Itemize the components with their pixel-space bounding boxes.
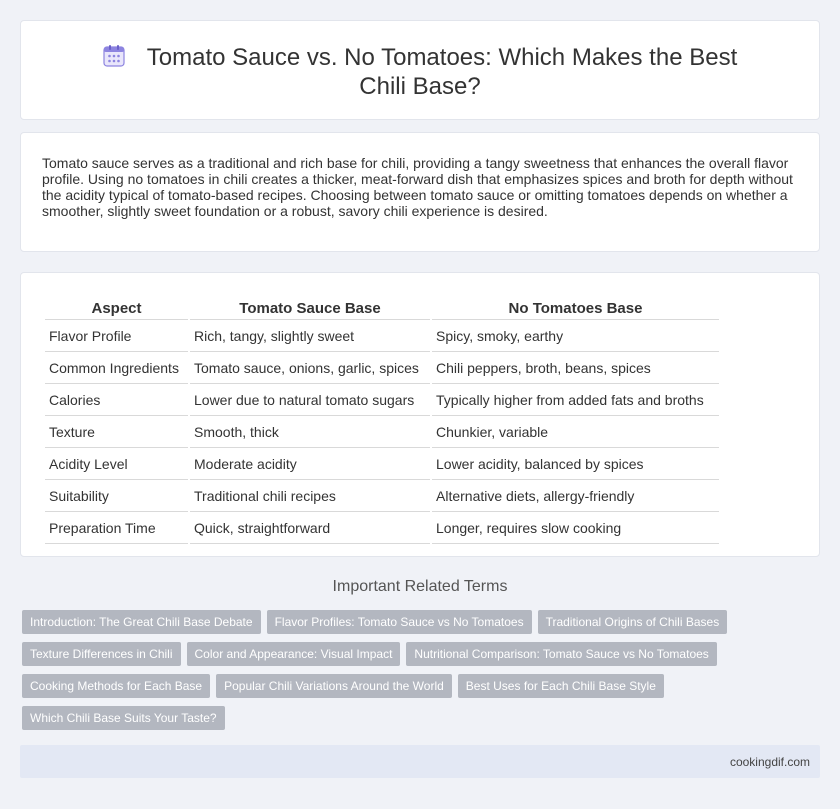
table-row	[45, 386, 719, 416]
table-row	[45, 322, 719, 352]
calendar-icon	[103, 44, 125, 68]
table-cell: Flavor Profile	[45, 322, 188, 352]
table-cell: Rich, tangy, slightly sweet	[190, 322, 430, 352]
related-term-tag[interactable]: Popular Chili Variations Around the World	[216, 674, 452, 698]
table-cell: Lower acidity, balanced by spices	[432, 450, 719, 480]
table-cell: Acidity Level	[45, 450, 188, 480]
comparison-table	[43, 295, 721, 546]
tag-row	[22, 674, 822, 698]
table-cell: Suitability	[45, 482, 188, 512]
related-term-tag[interactable]: Flavor Profiles: Tomato Sauce vs No Tomatoes	[267, 610, 532, 634]
related-term-tag[interactable]: Texture Differences in Chili	[22, 642, 181, 666]
table-cell: Lower due to natural tomato sugars	[190, 386, 430, 416]
related-terms-heading: Important Related Terms	[332, 578, 508, 595]
table-header-row	[45, 297, 719, 320]
related-term-tag[interactable]: Cooking Methods for Each Base	[22, 674, 210, 698]
related-term-tag[interactable]: Traditional Origins of Chili Bases	[538, 610, 728, 634]
table-cell: Traditional chili recipes	[190, 482, 430, 512]
table-cell: Typically higher from added fats and broths	[432, 386, 719, 416]
table-row	[45, 482, 719, 512]
table-cell: Chunkier, variable	[432, 418, 719, 448]
column-header: No Tomatoes Base	[432, 297, 719, 320]
page-title	[81, 43, 759, 101]
intro-paragraph: Tomato sauce serves as a traditional and rich base for chili, providing a tangy sweetness that enhances the overall flavor profile. Using no tomatoes in chili creates a thicker, meat-forward dish that emphasizes spices and broth for depth without the acidity typical of tomato-based recipes. Choosing between tomato sauce or omitting tomatoes depends on whether a smoother, slightly sweet foundation or a robust, savory chili experience is desired.	[42, 155, 793, 219]
tag-row	[22, 642, 822, 666]
table-row	[45, 418, 719, 448]
related-term-tag[interactable]: Introduction: The Great Chili Base Debate	[22, 610, 261, 634]
tag-row	[22, 706, 822, 730]
footer	[20, 745, 820, 778]
comparison-card	[20, 272, 820, 557]
related-terms-list	[22, 610, 822, 738]
related-term-tag[interactable]: Nutritional Comparison: Tomato Sauce vs No Tomatoes	[406, 642, 716, 666]
table-cell: Calories	[45, 386, 188, 416]
table-cell: Tomato sauce, onions, garlic, spices	[190, 354, 430, 384]
table-cell: Alternative diets, allergy-friendly	[432, 482, 719, 512]
table-cell: Moderate acidity	[190, 450, 430, 480]
footer-site-link[interactable]: cookingdif.com	[729, 755, 810, 769]
table-cell: Quick, straightforward	[190, 514, 430, 544]
related-term-tag[interactable]: Color and Appearance: Visual Impact	[187, 642, 401, 666]
table-cell: Texture	[45, 418, 188, 448]
column-header: Aspect	[45, 297, 188, 320]
column-header: Tomato Sauce Base	[190, 297, 430, 320]
table-cell: Smooth, thick	[190, 418, 430, 448]
tag-row	[22, 610, 822, 634]
table-cell: Preparation Time	[45, 514, 188, 544]
table-cell: Chili peppers, broth, beans, spices	[432, 354, 719, 384]
table-row	[45, 450, 719, 480]
table-row	[45, 514, 719, 544]
related-term-tag[interactable]: Best Uses for Each Chili Base Style	[458, 674, 664, 698]
title-card	[20, 20, 820, 120]
page-title-text: Tomato Sauce vs. No Tomatoes: Which Makes the Best Chili Base?	[146, 44, 738, 100]
related-term-tag[interactable]: Which Chili Base Suits Your Taste?	[22, 706, 225, 730]
table-row	[45, 354, 719, 384]
table-cell: Spicy, smoky, earthy	[432, 322, 719, 352]
intro-card	[20, 132, 820, 252]
table-cell: Longer, requires slow cooking	[432, 514, 719, 544]
table-cell: Common Ingredients	[45, 354, 188, 384]
